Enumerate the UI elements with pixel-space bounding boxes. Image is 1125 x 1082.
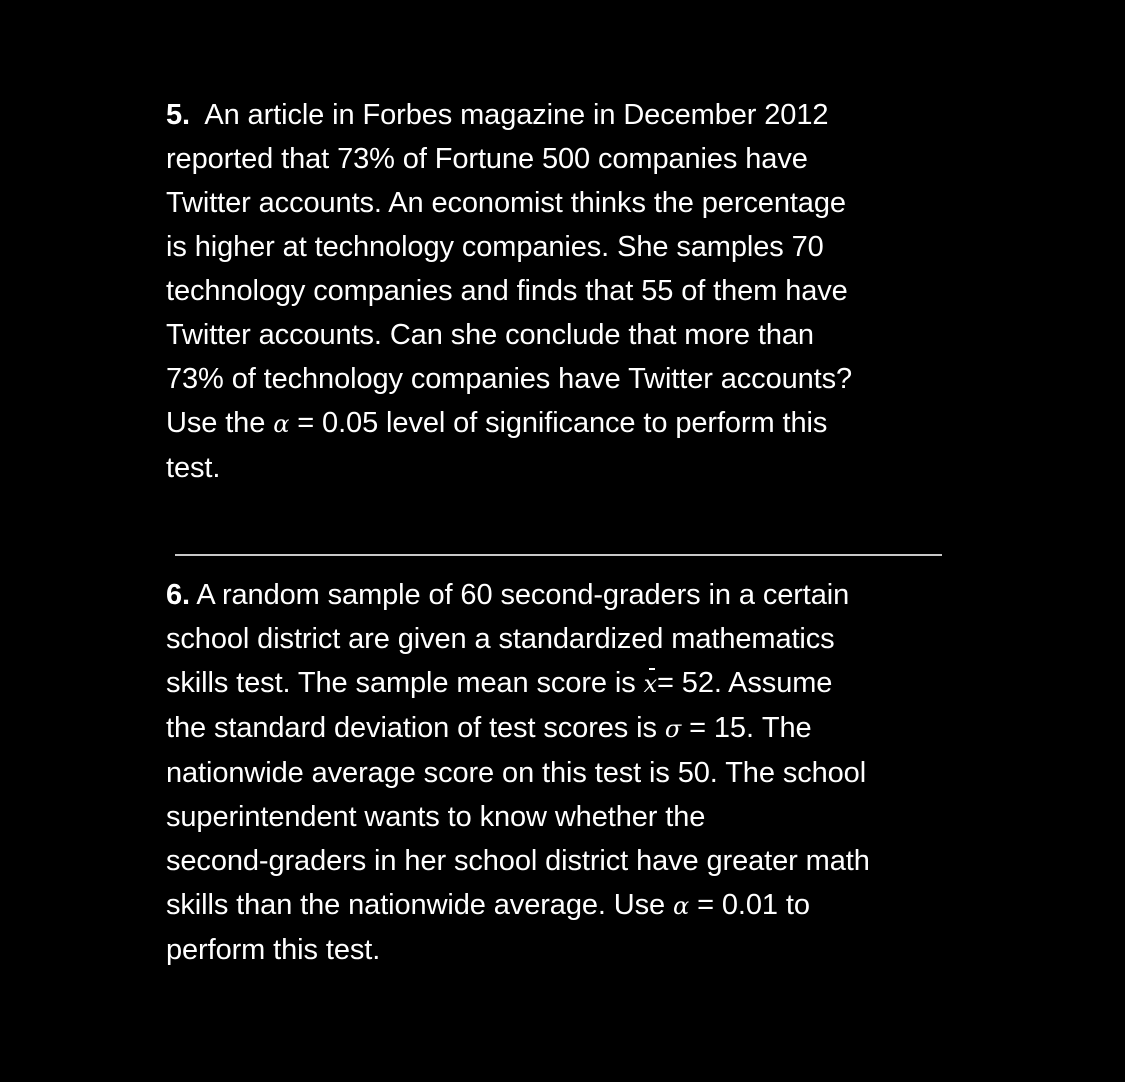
problem-6-line: [166, 883, 966, 928]
problem-5-line: test.: [166, 452, 221, 484]
problem-6: [166, 573, 966, 972]
alpha-symbol: α: [673, 892, 690, 920]
problem-6-text: = 15. The: [681, 712, 812, 744]
problem-6-line: perform this test.: [166, 934, 381, 966]
alpha-symbol: α: [273, 410, 290, 438]
section-divider: [175, 554, 942, 556]
problem-5-line: 73% of technology companies have Twitter accounts?: [166, 363, 853, 395]
problem-5-line: Twitter accounts. An economist thinks the percentage: [166, 187, 846, 219]
problem-5-text: = 0.05 level of significance to perform this: [289, 407, 828, 439]
problem-5-line: reported that 73% of Fortune 500 companies have: [166, 143, 808, 175]
problem-5-text: An article in Forbes magazine in December 2012: [204, 99, 829, 131]
problem-5-number: 5.: [166, 99, 190, 131]
problem-6-line: [166, 573, 966, 617]
problem-6-line: [166, 706, 966, 751]
problem-6-text: = 52. Assume: [657, 667, 833, 699]
problem-5-line: [166, 93, 966, 137]
problem-6-text: = 0.01 to: [689, 889, 810, 921]
problem-5-line: [166, 401, 966, 446]
problem-5-text: Use the: [166, 407, 274, 439]
problem-6-line: second-graders in her school district have greater math: [166, 845, 870, 877]
problem-6-line: [166, 661, 966, 706]
problem-6-number: 6.: [166, 579, 190, 611]
problem-6-text: skills test. The sample mean score is: [166, 667, 644, 699]
problem-6-line: nationwide average score on this test is 50. The school: [166, 757, 867, 789]
sigma-symbol: σ: [664, 715, 682, 743]
problem-5-line: Twitter accounts. Can she conclude that more than: [166, 319, 814, 351]
problem-5: [166, 93, 966, 490]
problem-6-line: school district are given a standardized mathematics: [166, 623, 835, 655]
problem-6-line: superintendent wants to know whether the: [166, 801, 706, 833]
problem-6-text: A random sample of 60 second-graders in a certain: [196, 579, 850, 611]
problem-6-text: skills than the nationwide average. Use: [166, 889, 674, 921]
problem-5-line: is higher at technology companies. She samples 70: [166, 231, 824, 263]
x-bar-symbol: x: [644, 662, 657, 706]
problem-6-text: the standard deviation of test scores is: [166, 712, 665, 744]
problem-5-line: technology companies and finds that 55 of them have: [166, 275, 848, 307]
